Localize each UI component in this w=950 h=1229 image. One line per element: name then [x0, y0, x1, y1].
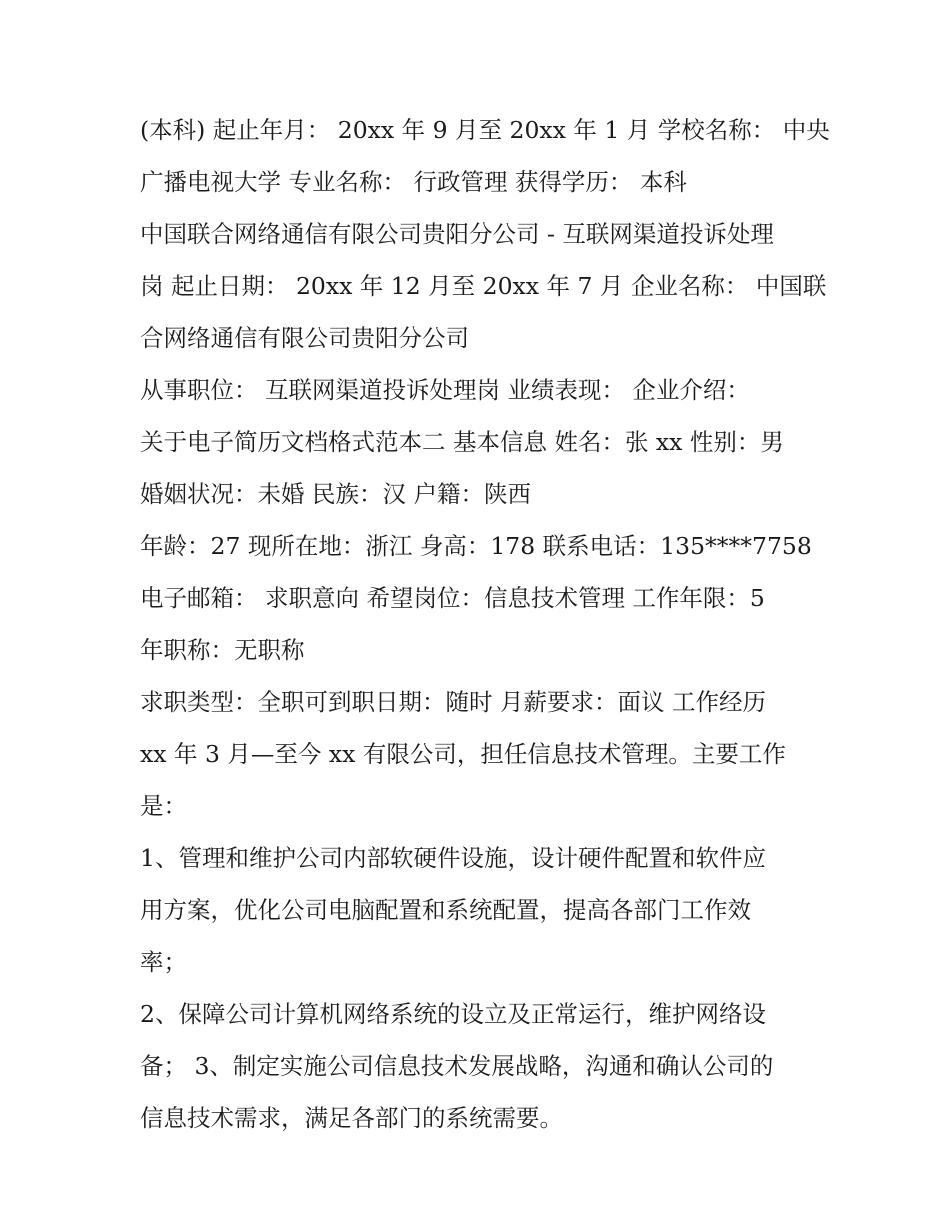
text-line: 备； 3、制定实施公司信息技术发展战略，沟通和确认公司的 [140, 1052, 774, 1080]
text-line: 信息技术需求，满足各部门的系统需要。 [140, 1104, 563, 1132]
text-line: xx 年 3 月—至今 xx 有限公司，担任信息技术管理。主要工作 [140, 740, 786, 768]
text-line: 2、保障公司计算机网络系统的设立及正常运行，维护网络设 [140, 1000, 766, 1028]
text-line: 求职类型：全职可到职日期：随时 月薪要求：面议 工作经历 [140, 688, 766, 716]
text-line: 是： [140, 792, 187, 820]
text-line: (本科) 起止年月： 20xx 年 9 月至 20xx 年 1 月 学校名称： 中央 [140, 116, 830, 144]
text-line: 用方案，优化公司电脑配置和系统配置，提高各部门工作效 [140, 896, 751, 924]
text-line: 年职称：无职称 [140, 636, 305, 664]
text-line: 岗 起止日期： 20xx 年 12 月至 20xx 年 7 月 企业名称： 中国联 [140, 272, 827, 300]
text-line: 率； [140, 948, 187, 976]
text-line: 广播电视大学 专业名称： 行政管理 获得学历： 本科 [140, 168, 687, 196]
text-line: 合网络通信有限公司贵阳分公司 [140, 324, 469, 352]
document-body [140, 104, 830, 1144]
text-line: 1、管理和维护公司内部软硬件设施，设计硬件配置和软件应 [140, 844, 766, 872]
text-line: 关于电子简历文档格式范本二 基本信息 姓名：张 xx 性别：男 [140, 428, 784, 456]
text-line: 年龄：27 现所在地：浙江 身高：178 联系电话：135****7758 [140, 532, 812, 560]
text-line: 从事职位： 互联网渠道投诉处理岗 业绩表现： 企业介绍： [140, 376, 750, 404]
text-line: 婚姻状况：未婚 民族：汉 户籍：陕西 [140, 480, 531, 508]
text-line: 电子邮箱： 求职意向 希望岗位：信息技术管理 工作年限：5 [140, 584, 765, 612]
text-line: 中国联合网络通信有限公司贵阳分公司 - 互联网渠道投诉处理 [140, 220, 774, 248]
